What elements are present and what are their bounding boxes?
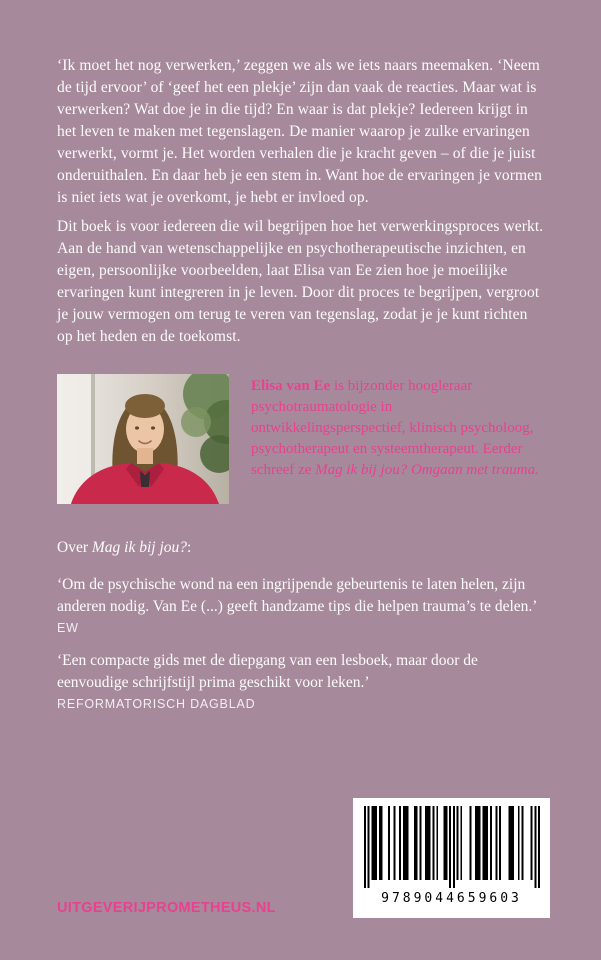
intro-paragraph-2: Dit boek is voor iedereen die wil begrijpen hoe het verwerkingsproces werkt. Aan de hand van wetenschappelijke en psychotherapeutische inzichten, en eigen, persoonlijke voorbeelden, laat Elisa van Ee zien hoe je moeilijke ervaringen kunt integreren in je leven. Door dit proces te begrijpen, vergroot je jouw vermogen om terug te veren van tegenslag, zodat je je kunt richten op het heden en de toekomst. (57, 218, 544, 345)
author-bio-text: is bijzonder hoogleraar psychotraumatologie in ontwikkelingsperspectief, klinisch psycholoog, psychotherapeut en systeemtherapeut. Eerder schreef ze (251, 378, 534, 478)
author-photo (57, 374, 229, 504)
author-previous-book-title: Mag ik bij jou? Omgaan met trauma. (315, 462, 539, 478)
publisher-url: UITGEVERIJPROMETHEUS.NL (57, 900, 276, 916)
review-source: REFORMATORISCH DAGBLAD (57, 697, 256, 711)
review-source: EW (57, 621, 79, 635)
reviews-heading-prefix: Over (57, 539, 92, 556)
review-quote: ‘Een compacte gids met de diepgang van een lesboek, maar door de eenvoudige schrijfstijl prima geschikt voor leken.’ (57, 652, 478, 691)
reviews-heading-book-title: Mag ik bij jou? (91, 539, 188, 556)
barcode-number: 9789044659603 (381, 891, 522, 906)
author-name: Elisa van Ee (251, 378, 331, 394)
author-bio (251, 376, 544, 481)
review-item (57, 574, 544, 635)
intro-paragraph-1: ‘Ik moet het nog verwerken,’ zeggen we als we iets naars meemaken. ‘Neem de tijd ervoor’ of ‘geef het een plekje’ zijn dan vaak de reacties. Maar wat is verwerken? Wat doe je in die tijd? En waar is dat plekje? Iedereen krijgt in het leven te maken met tegenslagen. De manier waarop je zulke ervaringen verwerkt, vormt je. Het worden verhalen die je kracht geven – of die je juist onderuithalen. En daar heb je een stem in. Want hoe de ervaringen je vormen is niet iets wat je overkomt, je hebt er invloed op. (57, 57, 542, 206)
barcode (353, 798, 550, 918)
review-quote: ‘Om de psychische wond na een ingrijpende gebeurtenis te laten helen, zijn anderen nodig. Van Ee (...) geeft handzame tips die helpen trauma’s te delen.’ (57, 576, 538, 615)
reviews-heading (57, 537, 544, 559)
author-section (57, 374, 544, 504)
reviews-heading-suffix: : (187, 539, 192, 556)
review-item (57, 650, 544, 711)
barcode-bars (364, 806, 540, 888)
